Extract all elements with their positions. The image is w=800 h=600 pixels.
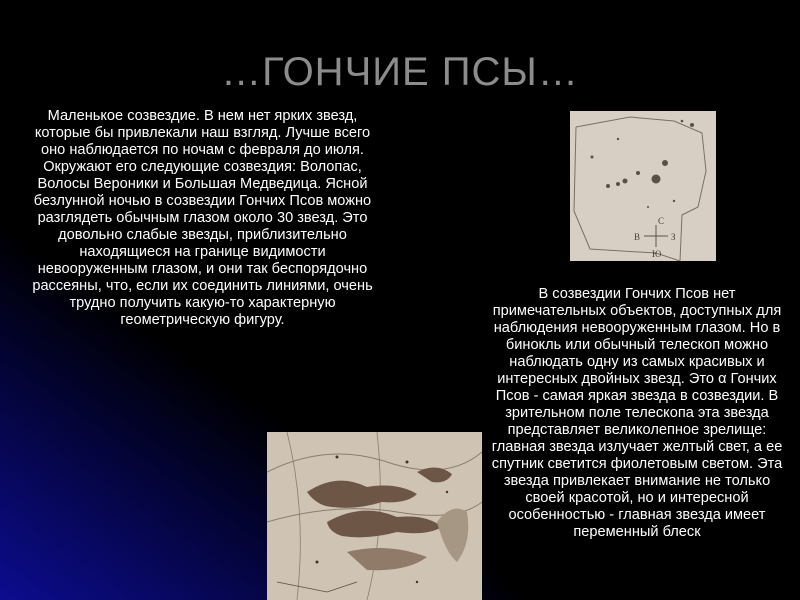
slide-title: …ГОНЧИЕ ПСЫ… [221, 50, 579, 94]
hunting-dogs-engraving [267, 432, 482, 600]
constellation-diagram [570, 111, 716, 261]
constellation-star-map [570, 111, 716, 261]
constellation-illustration [267, 432, 482, 600]
compass-south-label: Ю [652, 249, 662, 259]
left-description: Маленькое созвездие. В нем нет ярких звезд, которые бы привлекали наш взгляд. Лучше всего оно наблюдается по ночам с февраля до июля. Окружают его следующие созвездия: Волопас, Волосы Вероники и Большая Медведица. Ясной безлунной ночью в созвездии Гончих Псов можно разглядеть обычным глазом около 30 звезд. Это довольно слабые звезды, приблизительно находящиеся на границе видимости невооруженным глазом, и они так беспорядочно рассеяны, что, если их соединить линиями, очень трудно получить какую-то характерную геометрическую фигуру. [32, 108, 373, 328]
right-description: В созвездии Гончих Псов нет примечательных объектов, доступных для наблюдения невооруженным глазом. Но в бинокль или обычный телескоп можно наблюдать одну из самых красивых и интересных двойных звезд. Это α Гончих Псов - самая яркая звезда в созвездии. В зрительном поле телескопа эта звезда представляет великолепное зрелище: главная звезда излучает желтый свет, а ее спутник светится фиолетовым светом. Эта звезда привлекает внимание не только своей красотой, но и интересной особенностью - главная звезда имеет переменный блеск [491, 286, 783, 540]
compass-north-label: С [658, 216, 665, 226]
compass-west-label: В [634, 232, 641, 242]
compass-east-label: З [671, 232, 676, 242]
